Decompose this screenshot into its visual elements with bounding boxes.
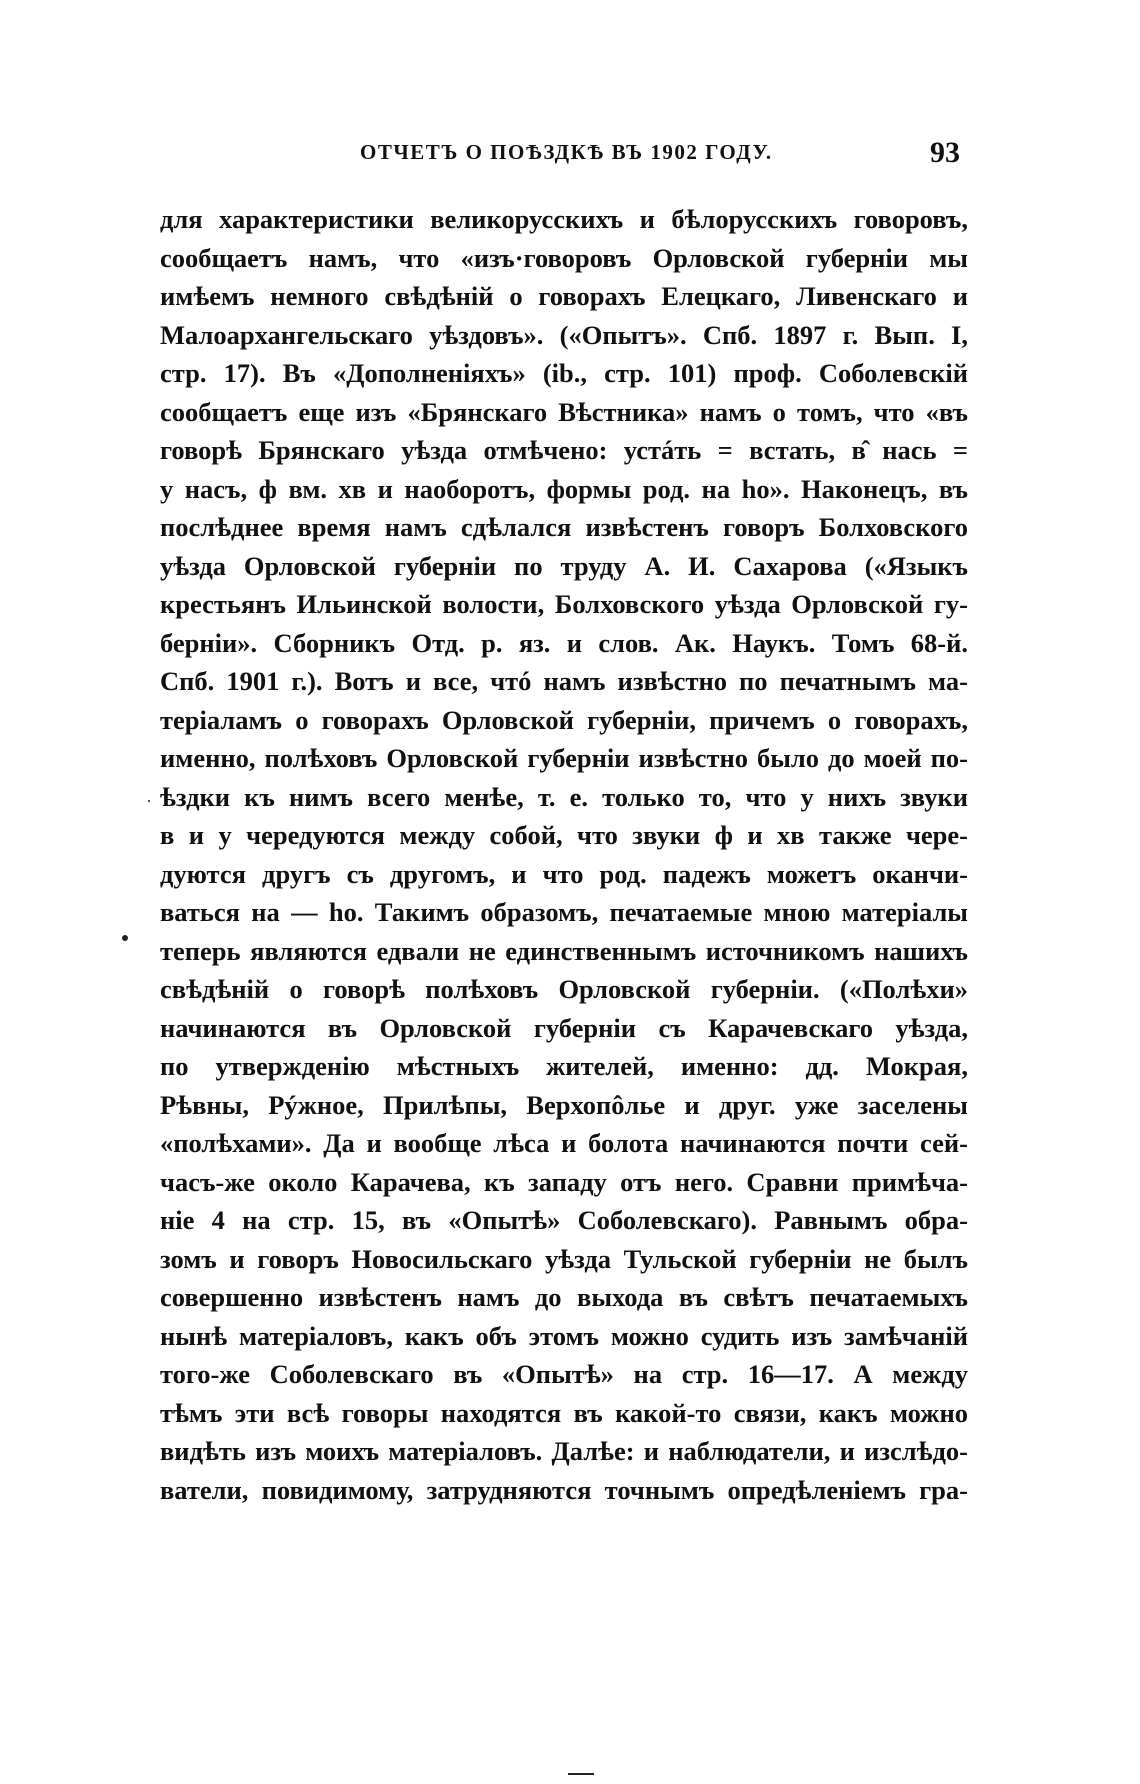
- text-line: крестьянъ Ильинской волости, Болховского уѣзда Орловской гу-: [160, 589, 968, 619]
- text-line: Рѣвны, Рýжное, Прилѣпы, Верхопôлье и друг. уже заселены: [160, 1089, 968, 1120]
- text-line: стр. 17). Въ «Дополненіяхъ» (ib., стр. 101) проф. Соболевскій: [160, 358, 968, 388]
- text-line: ватели, повидимому, затрудняются точнымъ опредѣленіемъ гра-: [160, 1474, 968, 1505]
- text-line: говорѣ Брянскаго уѣзда отмѣчено: устáть = встать, в̂ нась =: [160, 435, 968, 465]
- margin-ink-dot: [122, 935, 128, 941]
- text-line: именно, полѣховъ Орловской губерніи извѣстно было до моей по-: [160, 743, 968, 773]
- text-line: «полѣхами». Да и вообще лѣса и болота начинаются почти сей-: [160, 1128, 968, 1158]
- text-line: по утвержденію мѣстныхъ жителей, именно: дд. Мокрая,: [160, 1051, 968, 1081]
- page-number: 93: [930, 136, 960, 169]
- text-line: дуются другъ съ другомъ, и что род. падежъ можетъ оканчи-: [160, 858, 968, 889]
- text-line: ніе 4 на стр. 15, въ «Опытѣ» Соболевскаго). Равнымъ обра-: [160, 1205, 968, 1235]
- text-line: в и у чередуются между собой, что звуки ф и хв также чере-: [160, 820, 968, 850]
- text-line: Спб. 1901 г.). Вотъ и все, чтó намъ извѣстно по печатнымъ ма-: [160, 666, 968, 696]
- text-line: послѣднее время намъ сдѣлался извѣстенъ говоръ Болховского: [160, 512, 968, 542]
- text-line: видѣть изъ моихъ матеріаловъ. Далѣе: и наблюдатели, и изслѣдо-: [160, 1436, 968, 1466]
- text-line: берніи». Сборникъ Отд. р. яз. и слов. Ак. Наукъ. Томъ 68-й.: [160, 627, 968, 658]
- text-line: теріаламъ о говорахъ Орловской губерніи, причемъ о говорахъ,: [160, 704, 968, 735]
- text-line: сообщаетъ еще изъ «Брянскаго Вѣстника» намъ о томъ, что «въ: [160, 396, 968, 427]
- footer-dash: [568, 1773, 594, 1775]
- text-line: теперь являются едвали не единственнымъ источникомъ нашихъ: [160, 935, 968, 966]
- text-line: часъ-же около Карачева, къ западу отъ него. Сравни примѣча-: [160, 1166, 968, 1197]
- text-line: ѣздки къ нимъ всего менѣе, т. е. только то, что у нихъ звуки: [160, 781, 968, 812]
- margin-ink-dot: [148, 800, 150, 802]
- text-line: того-же Соболевскаго въ «Опытѣ» на стр. 16—17. А между: [160, 1359, 968, 1389]
- text-line: ваться на — ho. Такимъ образомъ, печатаемые мною матеріалы: [160, 897, 968, 927]
- running-title: ОТЧЕТЪ О ПОѢЗДКѢ ВЪ 1902 ГОДУ.: [360, 140, 773, 164]
- text-line: свѣдѣній о говорѣ полѣховъ Орловской губерніи. («Полѣхи»: [160, 974, 968, 1004]
- text-line: совершенно извѣстенъ намъ до выхода въ свѣтъ печатаемыхъ: [160, 1282, 968, 1312]
- text-line: для характеристики великорусскихъ и бѣлорусскихъ говоровъ,: [160, 204, 968, 234]
- text-line: Малоархангельскаго уѣздовъ». («Опытъ». Спб. 1897 г. Вып. I,: [160, 319, 968, 350]
- body-text: [160, 200, 968, 1509]
- running-header: [160, 136, 968, 176]
- text-line: у насъ, ф вм. хв и наоборотъ, формы род. на ho». Наконецъ, въ: [160, 473, 968, 504]
- text-line: нынѣ матеріаловъ, какъ объ этомъ можно судить изъ замѣчаній: [160, 1320, 968, 1351]
- text-line: имѣемъ немного свѣдѣній о говорахъ Елецкаго, Ливенскаго и: [160, 281, 968, 311]
- text-line: тѣмъ эти всѣ говоры находятся въ какой-то связи, какъ можно: [160, 1397, 968, 1428]
- text-line: уѣзда Орловской губерніи по труду А. И. Сахарова («Языкъ: [160, 550, 968, 581]
- text-line: сообщаетъ намъ, что «изъ·говоровъ Орловской губерніи мы: [160, 242, 968, 273]
- text-line: зомъ и говоръ Новосильскаго уѣзда Тульской губерніи не былъ: [160, 1243, 968, 1274]
- text-line: начинаются въ Орловской губерніи съ Карачевскаго уѣзда,: [160, 1012, 968, 1043]
